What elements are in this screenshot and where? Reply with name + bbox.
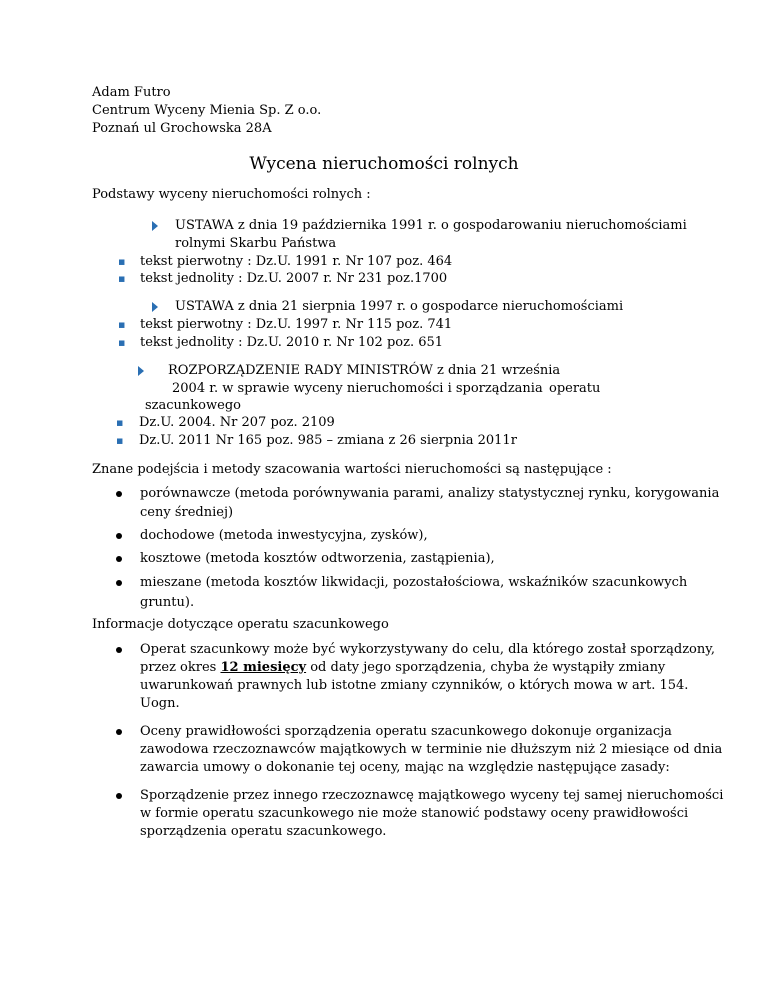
blue-bullet-icon: ▪ — [118, 255, 126, 268]
operat-item1-line2: przez okres 12 miesięcy od daty jego sporządzenia, chyba że wystąpiły zmiany — [140, 660, 666, 675]
approach-mixed-line2: gruntu). — [140, 595, 195, 610]
act-2-item1: tekst pierwotny : Dz.U. 1997 r. Nr 115 poz. 741 — [140, 317, 453, 332]
act-1-line1: USTAWA z dnia 19 października 1991 r. o gospodarowaniu nieruchomościami — [175, 218, 687, 233]
approach-comparative-line1: porównawcze (metoda porównywania parami, analizy statystycznej rynku, korygowania — [140, 486, 720, 501]
list-bullet — [116, 729, 122, 735]
approach-cost: kosztowe (metoda kosztów odtworzenia, zastąpienia), — [140, 551, 495, 566]
operat-item2-line2: zawodowa rzeczoznawców majątkowych w terminie nie dłuższym niż 2 miesiące od dnia — [140, 742, 723, 757]
validity-period: 12 miesięcy — [220, 660, 307, 675]
company-name: Centrum Wyceny Mienia Sp. Z o.o. — [92, 103, 322, 118]
operat-item3-line3: sporządzenia operatu szacunkowego. — [140, 824, 387, 839]
operat-item3-line1: Sporządzenie przez innego rzeczoznawcę majątkowego wyceny tej samej nieruchomości — [140, 788, 724, 803]
blue-bullet-icon: ▪ — [118, 272, 126, 285]
act-3-line2: 2004 r. w sprawie wyceny nieruchomości i sporządzania — [172, 381, 543, 396]
blue-bullet-icon: ▪ — [118, 318, 126, 331]
operat-item2-line3: zawarcia umowy o dokonanie tej oceny, mając na względzie następujące zasady: — [140, 760, 670, 775]
blue-bullet-icon: ▪ — [116, 434, 124, 447]
list-bullet — [116, 533, 122, 539]
act-1-line2: rolnymi Skarbu Państwa — [175, 236, 337, 251]
approach-mixed-line1: mieszane (metoda kosztów likwidacji, pozostałościowa, wskaźników szacunkowych — [140, 575, 688, 590]
operat-item1-line4: Uogn. — [140, 696, 180, 711]
approach-comparative-line2: ceny średniej) — [140, 505, 234, 520]
act-2-item2: tekst jednolity : Dz.U. 2010 r. Nr 102 poz. 651 — [140, 335, 444, 350]
arrow-bullet-icon — [138, 366, 144, 376]
act-2-line1: USTAWA z dnia 21 sierpnia 1997 r. o gospodarce nieruchomościami — [175, 299, 624, 314]
bases-heading: Podstawy wyceny nieruchomości rolnych : — [92, 187, 371, 202]
list-bullet — [116, 647, 122, 653]
operat-item2-line1: Oceny prawidłowości sporządzenia operatu szacunkowego dokonuje organizacja — [140, 724, 672, 739]
list-bullet — [116, 793, 122, 799]
author-name: Adam Futro — [92, 85, 171, 100]
act-3-line1: ROZPORZĄDZENIE RADY MINISTRÓW z dnia 21 września — [168, 363, 561, 378]
act-3-item2: Dz.U. 2011 Nr 165 poz. 985 – zmiana z 26 sierpnia 2011r — [139, 433, 517, 448]
company-address: Poznań ul Grochowska 28A — [92, 121, 272, 136]
act-1-item1: tekst pierwotny : Dz.U. 1991 r. Nr 107 poz. 464 — [140, 254, 453, 269]
arrow-bullet-icon — [152, 221, 158, 231]
approaches-heading: Znane podejścia i metody szacowania wartości nieruchomości są następujące : — [92, 462, 612, 477]
page-title: Wycena nieruchomości rolnych — [249, 154, 519, 174]
list-bullet — [116, 491, 122, 497]
act-1-item2: tekst jednolity : Dz.U. 2007 r. Nr 231 poz.1700 — [140, 271, 448, 286]
act-3-line2b: operatu — [549, 381, 601, 396]
act-3-item1: Dz.U. 2004. Nr 207 poz. 2109 — [139, 415, 335, 430]
list-bullet — [116, 580, 122, 586]
approach-income: dochodowe (metoda inwestycyjna, zysków), — [140, 528, 428, 543]
blue-bullet-icon: ▪ — [118, 336, 126, 349]
operat-item1-line1: Operat szacunkowy może być wykorzystywany do celu, dla którego został sporządzony, — [140, 642, 716, 657]
operat-item3-line2: w formie operatu szacunkowego nie może stanowić podstawy oceny prawidłowości — [140, 806, 689, 821]
operat-item1-line3: uwarunkowań prawnych lub istotne zmiany czynników, o których mowa w art. 154. — [140, 678, 689, 693]
arrow-bullet-icon — [152, 302, 158, 312]
list-bullet — [116, 556, 122, 562]
blue-bullet-icon: ▪ — [116, 416, 124, 429]
operat-heading: Informacje dotyczące operatu szacunkowego — [92, 617, 389, 632]
act-3-line3: szacunkowego — [145, 398, 241, 413]
